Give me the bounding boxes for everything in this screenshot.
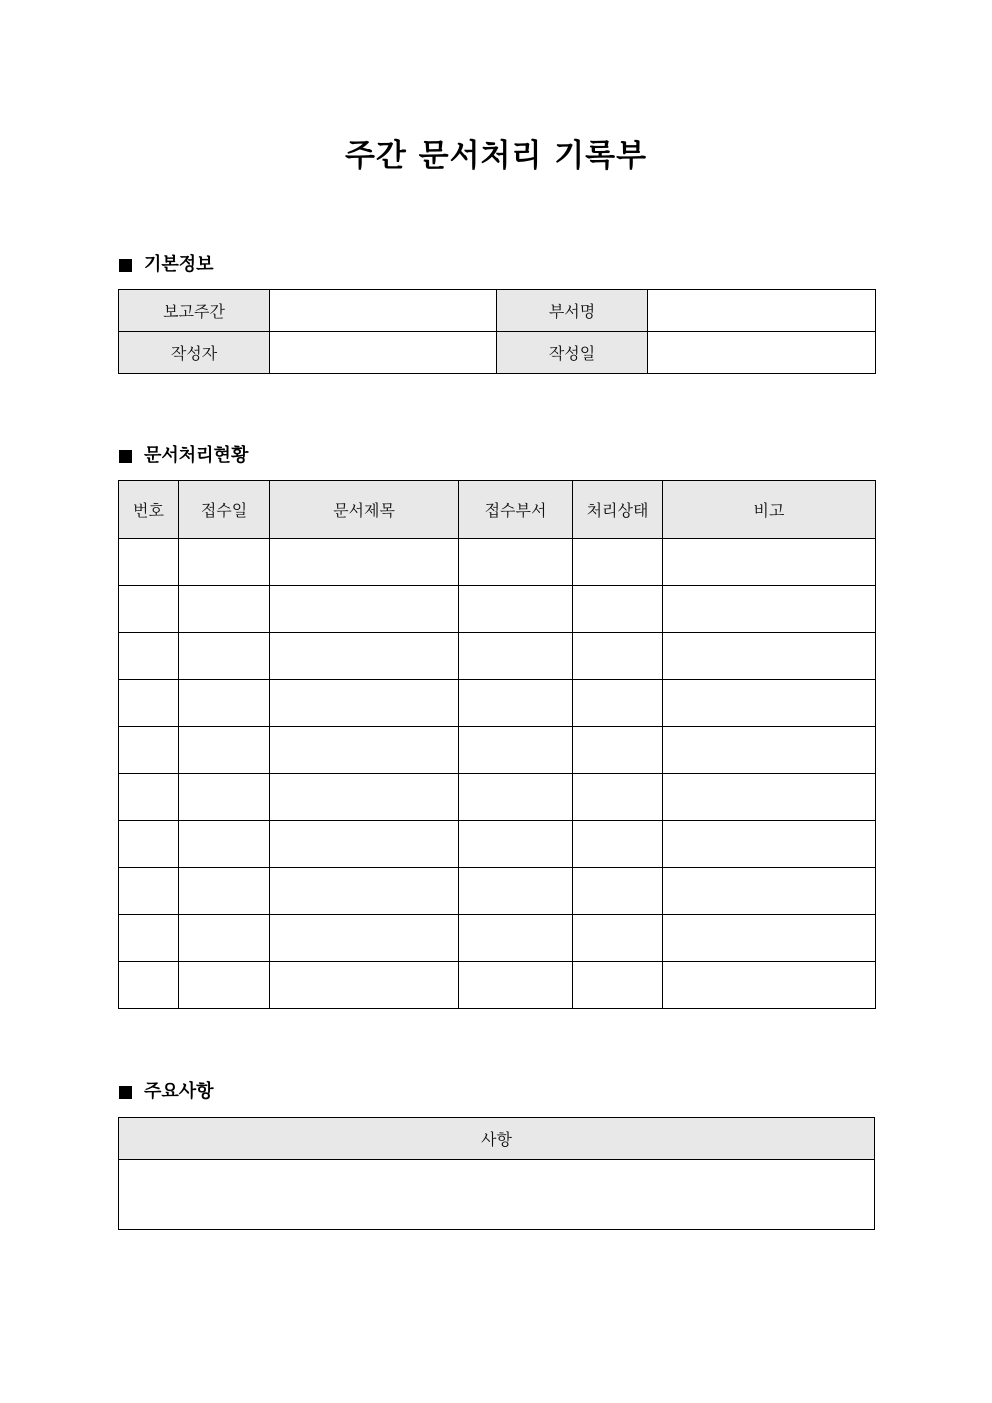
processing-status-cell[interactable]: [573, 680, 663, 727]
table-row: [119, 539, 876, 586]
square-bullet-icon: [119, 1086, 132, 1099]
processing-status-cell[interactable]: [573, 727, 663, 774]
document-title-cell[interactable]: [270, 680, 459, 727]
receiving-department-cell[interactable]: [459, 868, 573, 915]
number-cell[interactable]: [119, 633, 179, 680]
document-title-cell[interactable]: [270, 915, 459, 962]
table-header-row: [119, 481, 876, 539]
processing-status-cell[interactable]: [573, 633, 663, 680]
section-heading-basic: [119, 253, 214, 277]
column-header-remarks: 비고: [663, 481, 876, 539]
date-written-field[interactable]: [648, 332, 876, 374]
remarks-cell[interactable]: [663, 586, 876, 633]
section-heading-notes: [119, 1080, 214, 1104]
received-date-cell[interactable]: [179, 962, 270, 1009]
table-row: [119, 915, 876, 962]
table-row: [119, 727, 876, 774]
table-row: [119, 1160, 875, 1230]
processing-status-cell[interactable]: [573, 821, 663, 868]
section-heading-notes-label: 주요사항: [144, 1081, 214, 1102]
received-date-cell[interactable]: [179, 868, 270, 915]
document-title-cell[interactable]: [270, 586, 459, 633]
remarks-cell[interactable]: [663, 727, 876, 774]
processing-status-cell[interactable]: [573, 586, 663, 633]
received-date-cell[interactable]: [179, 586, 270, 633]
department-field[interactable]: [648, 290, 876, 332]
square-bullet-icon: [119, 450, 132, 463]
table-row: [119, 633, 876, 680]
received-date-cell[interactable]: [179, 915, 270, 962]
column-header-document-title: 문서제목: [270, 481, 459, 539]
processing-status-cell[interactable]: [573, 539, 663, 586]
receiving-department-cell[interactable]: [459, 680, 573, 727]
section-heading-status-label: 문서처리현황: [144, 445, 249, 466]
received-date-cell[interactable]: [179, 633, 270, 680]
remarks-cell[interactable]: [663, 962, 876, 1009]
section-heading-basic-label: 기본정보: [144, 254, 214, 275]
remarks-cell[interactable]: [663, 680, 876, 727]
table-row: [119, 586, 876, 633]
document-status-table: [118, 480, 876, 1009]
remarks-cell[interactable]: [663, 868, 876, 915]
report-week-field[interactable]: [270, 290, 497, 332]
number-cell[interactable]: [119, 962, 179, 1009]
received-date-cell[interactable]: [179, 821, 270, 868]
remarks-cell[interactable]: [663, 633, 876, 680]
number-cell[interactable]: [119, 868, 179, 915]
remarks-cell[interactable]: [663, 915, 876, 962]
receiving-department-cell[interactable]: [459, 774, 573, 821]
processing-status-cell[interactable]: [573, 962, 663, 1009]
received-date-cell[interactable]: [179, 774, 270, 821]
number-cell[interactable]: [119, 586, 179, 633]
column-header-processing-status: 처리상태: [573, 481, 663, 539]
basic-info-table: [118, 289, 876, 374]
column-header-number: 번호: [119, 481, 179, 539]
number-cell[interactable]: [119, 821, 179, 868]
date-written-label: 작성일: [497, 332, 648, 374]
document-title-cell[interactable]: [270, 868, 459, 915]
column-header-notes: 사항: [119, 1118, 875, 1160]
table-header-row: [119, 1118, 875, 1160]
remarks-cell[interactable]: [663, 774, 876, 821]
table-row: [119, 774, 876, 821]
receiving-department-cell[interactable]: [459, 962, 573, 1009]
table-row: [119, 290, 876, 332]
table-row: [119, 868, 876, 915]
receiving-department-cell[interactable]: [459, 915, 573, 962]
author-field[interactable]: [270, 332, 497, 374]
receiving-department-cell[interactable]: [459, 539, 573, 586]
table-row: [119, 962, 876, 1009]
number-cell[interactable]: [119, 680, 179, 727]
page-title: 주간 문서처리 기록부: [344, 138, 648, 174]
document-title-cell[interactable]: [270, 727, 459, 774]
processing-status-cell[interactable]: [573, 915, 663, 962]
table-row: [119, 332, 876, 374]
section-heading-status: [119, 444, 248, 468]
remarks-cell[interactable]: [663, 821, 876, 868]
square-bullet-icon: [119, 259, 132, 272]
column-header-received-date: 접수일: [179, 481, 270, 539]
number-cell[interactable]: [119, 774, 179, 821]
document-title-cell[interactable]: [270, 962, 459, 1009]
number-cell[interactable]: [119, 727, 179, 774]
author-label: 작성자: [119, 332, 270, 374]
table-row: [119, 821, 876, 868]
receiving-department-cell[interactable]: [459, 586, 573, 633]
document-title-cell[interactable]: [270, 633, 459, 680]
table-row: [119, 680, 876, 727]
processing-status-cell[interactable]: [573, 774, 663, 821]
number-cell[interactable]: [119, 539, 179, 586]
receiving-department-cell[interactable]: [459, 821, 573, 868]
document-title-cell[interactable]: [270, 774, 459, 821]
document-title-cell[interactable]: [270, 539, 459, 586]
notes-content-field[interactable]: [119, 1160, 875, 1230]
received-date-cell[interactable]: [179, 680, 270, 727]
receiving-department-cell[interactable]: [459, 633, 573, 680]
receiving-department-cell[interactable]: [459, 727, 573, 774]
notes-table: [118, 1117, 875, 1230]
report-week-label: 보고주간: [119, 290, 270, 332]
number-cell[interactable]: [119, 915, 179, 962]
department-label: 부서명: [497, 290, 648, 332]
column-header-receiving-department: 접수부서: [459, 481, 573, 539]
received-date-cell[interactable]: [179, 727, 270, 774]
received-date-cell[interactable]: [179, 539, 270, 586]
processing-status-cell[interactable]: [573, 868, 663, 915]
remarks-cell[interactable]: [663, 539, 876, 586]
document-title-cell[interactable]: [270, 821, 459, 868]
